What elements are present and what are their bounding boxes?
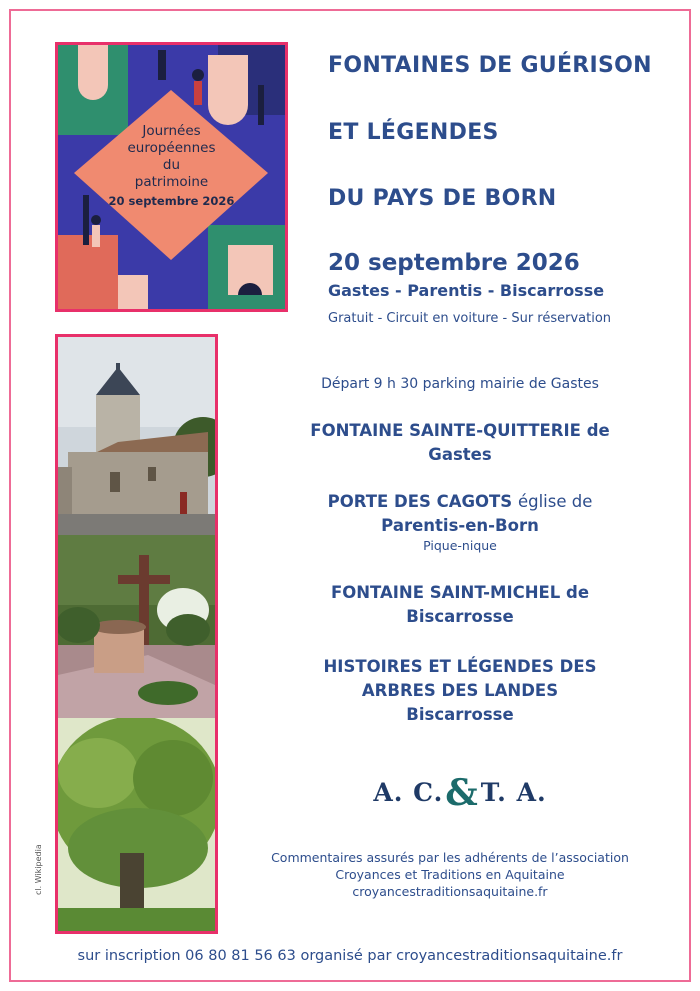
photo-credit: cl. Wikipedia — [34, 844, 43, 895]
stop-4-line3: Biscarrosse — [406, 705, 514, 724]
church-photo — [58, 337, 215, 535]
stop-1-place: de — [586, 421, 610, 440]
stop-4-name: HISTOIRES ET LÉGENDES DES — [323, 657, 597, 676]
heritage-days-poster — [55, 42, 288, 312]
title-line-1: FONTAINES DE GUÉRISON — [328, 53, 652, 78]
stop-2-name: PORTE DES CAGOTS — [327, 492, 513, 511]
event-date: 20 septembre 2026 — [328, 250, 580, 276]
stop-1-name: FONTAINE SAINTE-QUITTERIE — [310, 421, 581, 440]
comments-website: croyancestraditionsaquitaine.fr — [352, 884, 548, 899]
stop-1-line2: Gastes — [428, 445, 492, 464]
event-towns: Gastes - Parentis - Biscarrosse — [328, 281, 605, 300]
poster-caption — [58, 123, 285, 210]
logo-left: A. C. — [373, 778, 444, 807]
poster-line-1: Journées — [142, 123, 201, 139]
poster-line-2: européennes — [127, 140, 216, 156]
comments-line-1: Commentaires assurés par les adhérents de l’association — [271, 850, 629, 865]
stop-3-name: FONTAINE SAINT-MICHEL — [330, 583, 561, 602]
comments-block — [250, 849, 650, 900]
fountain-garden-photo — [58, 535, 215, 718]
stop-2-line2: Parentis-en-Born — [381, 516, 539, 535]
logo-right: T. A. — [480, 778, 547, 807]
association-logo — [270, 772, 650, 814]
comments-line-2: Croyances et Traditions en Aquitaine — [335, 867, 565, 882]
stop-4 — [270, 655, 650, 727]
stop-3-place: de — [566, 583, 590, 602]
stop-2-place: église de — [517, 492, 593, 511]
event-info: Gratuit - Circuit en voiture - Sur réservation — [328, 311, 612, 326]
poster-line-3: du — [162, 157, 181, 173]
poster-line-4: patrimoine — [134, 174, 209, 190]
stop-3 — [270, 581, 650, 629]
stop-3-line2: Biscarrosse — [406, 607, 514, 626]
logo-ampersand: & — [445, 772, 479, 814]
stop-2 — [270, 490, 650, 554]
photo-strip — [55, 334, 218, 934]
registration-footer: sur inscription 06 80 81 56 63 organisé par croyancestraditionsaquitaine.fr — [77, 948, 623, 964]
stop-1 — [270, 419, 650, 467]
oak-tree-photo — [58, 718, 215, 931]
title-line-3: DU PAYS DE BORN — [328, 186, 557, 211]
stop-2-note: Pique-nique — [423, 538, 497, 553]
departure-info: Départ 9 h 30 parking mairie de Gastes — [321, 376, 599, 392]
poster-date: 20 septembre 2026 — [108, 194, 235, 208]
title-line-2: ET LÉGENDES — [328, 120, 499, 145]
stop-4-line2: ARBRES DES LANDES — [361, 681, 559, 700]
